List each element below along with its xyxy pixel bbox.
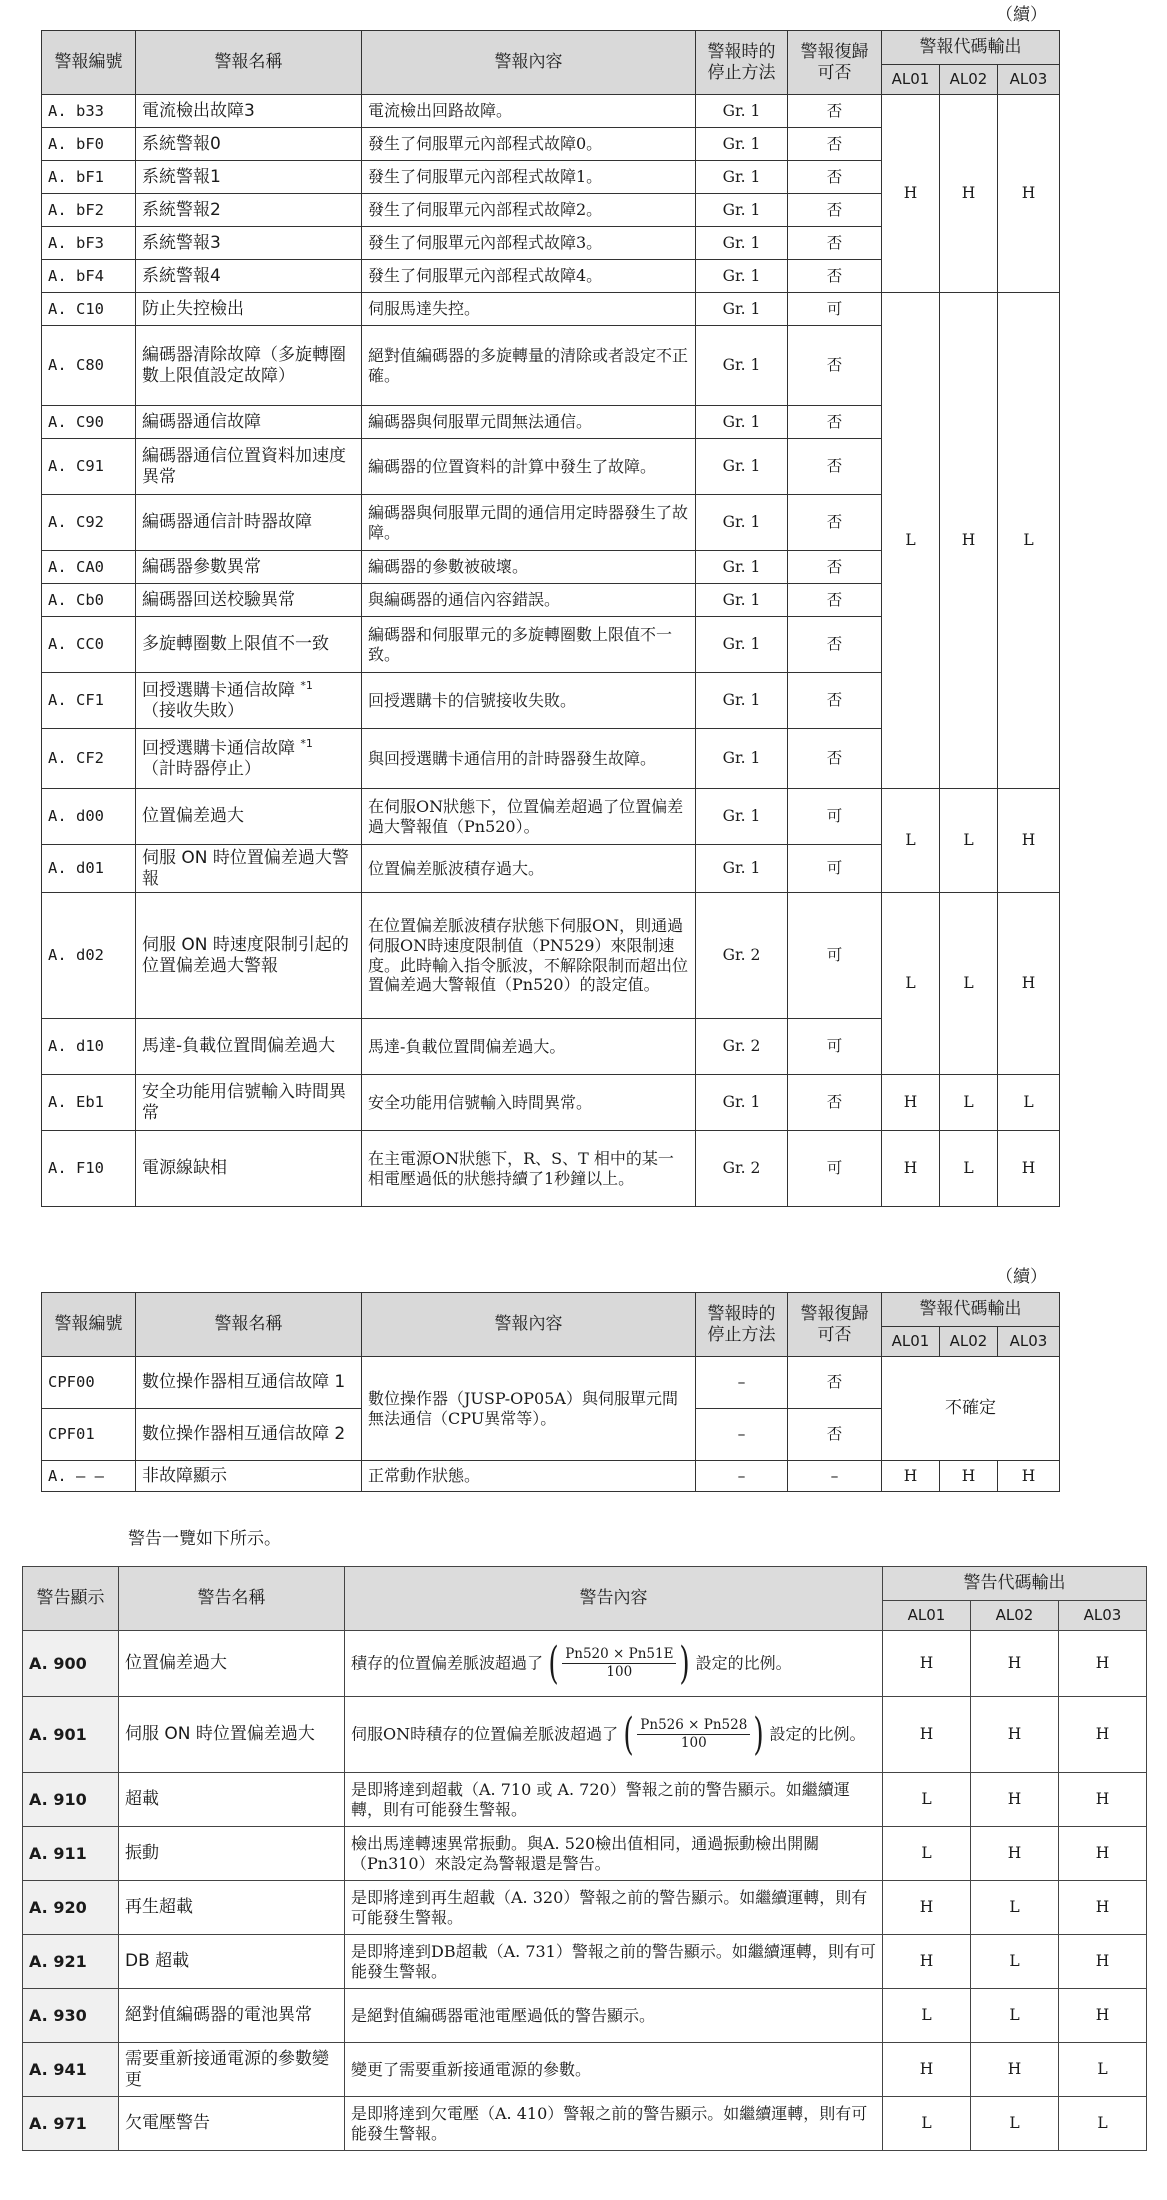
reset-allowed: 否	[788, 495, 882, 551]
alarm-code: A. Eb1	[42, 1075, 136, 1131]
stop-method: Gr. 1	[696, 95, 788, 128]
al02-output: L	[971, 2097, 1059, 2151]
alarm-code: A. C90	[42, 406, 136, 439]
header-reset: 警報復歸可否	[788, 1293, 882, 1357]
al02-output: L	[940, 1075, 998, 1131]
al02-output: L	[940, 789, 998, 893]
table-row	[23, 1631, 1147, 1697]
alarm-content: 編碼器與伺服單元間的通信用定時器發生了故障。	[362, 495, 696, 551]
alarm-name: 伺服 ON 時位置偏差過大警報	[136, 845, 362, 893]
header-alarm-code: 警報編號	[42, 1293, 136, 1357]
alarm-content: 發生了伺服單元內部程式故障2。	[362, 194, 696, 227]
stop-method: Gr. 1	[696, 495, 788, 551]
alarm-name-main: 回授選購卡通信故障	[142, 680, 295, 701]
warning-code: A. 921	[23, 1935, 119, 1989]
al03-output: L	[998, 1075, 1060, 1131]
al01-output: L	[882, 893, 940, 1075]
warning-code: A. 920	[23, 1881, 119, 1935]
alarm-name: 編碼器通信故障	[136, 406, 362, 439]
alarm-name: 編碼器回送校驗異常	[136, 584, 362, 617]
warning-content: 是即將達到超載（A. 710 或 A. 720）警報之前的警告顯示。如繼續運轉，則有可能發生警報。	[345, 1773, 883, 1827]
alarm-code: A. d00	[42, 789, 136, 845]
alarm-name: 非故障顯示	[136, 1461, 362, 1492]
alarm-name: 馬達-負載位置間偏差過大	[136, 1019, 362, 1075]
header-alarm-content: 警報內容	[362, 31, 696, 95]
alarm-content: 發生了伺服單元內部程式故障0。	[362, 128, 696, 161]
formula-denominator: 100	[680, 1735, 707, 1751]
alarm-code: A. CC0	[42, 617, 136, 673]
alarm-name: 編碼器參數異常	[136, 551, 362, 584]
alarm-name: 伺服 ON 時速度限制引起的位置偏差過大警報	[136, 893, 362, 1019]
table-row	[23, 1827, 1147, 1881]
reset-allowed: 否	[788, 194, 882, 227]
table-row	[42, 1357, 1060, 1409]
stop-method: Gr. 1	[696, 128, 788, 161]
stop-method: Gr. 2	[696, 1131, 788, 1207]
warning-code: A. 901	[23, 1697, 119, 1773]
al02-output: H	[971, 1827, 1059, 1881]
al02-output: H	[971, 1773, 1059, 1827]
alarm-name-sub: （接收失敗）	[142, 701, 244, 722]
warning-code: A. 900	[23, 1631, 119, 1697]
alarm-content: 位置偏差脈波積存過大。	[362, 845, 696, 893]
reset-allowed: 可	[788, 845, 882, 893]
header-al02: AL02	[940, 65, 998, 95]
content-suffix: 設定的比例。	[769, 1724, 866, 1743]
alarm-content: 與回授選購卡通信用的計時器發生故障。	[362, 729, 696, 789]
alarm-content: 編碼器和伺服單元的多旋轉圈數上限值不一致。	[362, 617, 696, 673]
ratio-formula	[545, 1637, 694, 1689]
alarm-code: A. bF4	[42, 260, 136, 293]
alarm-name: 編碼器通信計時器故障	[136, 495, 362, 551]
al01-output: L	[883, 1989, 971, 2043]
warning-name: 位置偏差過大	[119, 1631, 345, 1697]
header-alarm-content: 警報內容	[362, 1293, 696, 1357]
left-paren: (	[623, 1708, 634, 1760]
alarm-content: 回授選購卡的信號接收失敗。	[362, 673, 696, 729]
warning-content	[345, 1631, 883, 1697]
al02-output: L	[971, 1989, 1059, 2043]
al03-output: H	[998, 893, 1060, 1075]
alarm-name: 系統警報4	[136, 260, 362, 293]
al02-output: H	[940, 293, 998, 789]
al02-output: H	[940, 1461, 998, 1492]
header-alarm-code: 警報編號	[42, 31, 136, 95]
al02-output: H	[940, 95, 998, 293]
alarm-name: 系統警報0	[136, 128, 362, 161]
reset-allowed: 否	[788, 1075, 882, 1131]
content-suffix: 設定的比例。	[695, 1653, 792, 1672]
header-al01: AL01	[883, 1601, 971, 1631]
header-stop-method: 警報時的停止方法	[696, 1293, 788, 1357]
table-row	[42, 1075, 1060, 1131]
alarm-content: 編碼器的位置資料的計算中發生了故障。	[362, 439, 696, 495]
warning-code: A. 941	[23, 2043, 119, 2097]
ratio-formula	[620, 1708, 767, 1760]
header-warning-output: 警告代碼輸出	[883, 1567, 1147, 1601]
al02-output: L	[971, 1935, 1059, 1989]
al02-output: H	[971, 1697, 1059, 1773]
warning-intro: 警告一覽如下所示。	[128, 1529, 281, 1549]
reset-allowed: 否	[788, 729, 882, 789]
alarm-content: 伺服馬達失控。	[362, 293, 696, 326]
alarm-content: 正常動作狀態。	[362, 1461, 696, 1492]
alarm-code: A. bF1	[42, 161, 136, 194]
header-warning-name: 警告名稱	[119, 1567, 345, 1631]
header-al02: AL02	[971, 1601, 1059, 1631]
al01-output: L	[883, 2097, 971, 2151]
al01-output: H	[883, 1631, 971, 1697]
al01-output: H	[882, 1461, 940, 1492]
alarm-content: 編碼器與伺服單元間無法通信。	[362, 406, 696, 439]
warning-name: 需要重新接通電源的參數變更	[119, 2043, 345, 2097]
reset-allowed: 否	[788, 128, 882, 161]
warning-content: 檢出馬達轉速異常振動。與A. 520檢出值相同，通過振動檢出開關（Pn310）來設定為警報還是警告。	[345, 1827, 883, 1881]
al02-output: H	[971, 2043, 1059, 2097]
alarm-content: 發生了伺服單元內部程式故障1。	[362, 161, 696, 194]
alarm-code: A. F10	[42, 1131, 136, 1207]
al01-output: H	[882, 1075, 940, 1131]
al03-output: H	[1059, 1935, 1147, 1989]
reset-allowed: 否	[788, 617, 882, 673]
al03-output: L	[1059, 2043, 1147, 2097]
alarm-code: A. C92	[42, 495, 136, 551]
alarm-name: 編碼器通信位置資料加速度異常	[136, 439, 362, 495]
al03-output: H	[1059, 1989, 1147, 2043]
reset-allowed: 否	[788, 260, 882, 293]
table-row	[23, 1697, 1147, 1773]
stop-method: Gr. 2	[696, 893, 788, 1019]
al01-output: H	[883, 2043, 971, 2097]
reset-allowed: 否	[788, 227, 882, 260]
stop-method: Gr. 1	[696, 194, 788, 227]
warning-code: A. 971	[23, 2097, 119, 2151]
alarm-content: 電流檢出回路故障。	[362, 95, 696, 128]
alarm-code: A. CA0	[42, 551, 136, 584]
al03-output: H	[998, 95, 1060, 293]
stop-method: Gr. 1	[696, 551, 788, 584]
stop-method: Gr. 1	[696, 406, 788, 439]
alarm-name: 電流檢出故障3	[136, 95, 362, 128]
alarm-content: 安全功能用信號輸入時間異常。	[362, 1075, 696, 1131]
alarm-code: CPF01	[42, 1409, 136, 1461]
reset-allowed: 可	[788, 1019, 882, 1075]
stop-method: Gr. 2	[696, 1019, 788, 1075]
alarm-name: 數位操作器相互通信故障 2	[136, 1409, 362, 1461]
al01-output: L	[882, 789, 940, 893]
table-row	[23, 1935, 1147, 1989]
warning-content: 是即將達到再生超載（A. 320）警報之前的警告顯示。如繼續運轉，則有可能發生警報。	[345, 1881, 883, 1935]
alarm-name	[136, 729, 362, 789]
right-paren: )	[679, 1637, 691, 1689]
alarm-code: A. CF2	[42, 729, 136, 789]
alarm-code: CPF00	[42, 1357, 136, 1409]
warning-name: 絕對值編碼器的電池異常	[119, 1989, 345, 2043]
stop-method: Gr. 1	[696, 789, 788, 845]
reset-allowed: 否	[788, 1409, 882, 1461]
stop-method: Gr. 1	[696, 845, 788, 893]
alarm-table-1	[41, 30, 1060, 1207]
reset-allowed: 否	[788, 439, 882, 495]
stop-method: –	[696, 1357, 788, 1409]
alarm-code: A. bF3	[42, 227, 136, 260]
header-alarm-name: 警報名稱	[136, 31, 362, 95]
code-output-undetermined: 不確定	[882, 1357, 1060, 1461]
reset-allowed: 可	[788, 1131, 882, 1207]
al02-output: L	[971, 1881, 1059, 1935]
table-row	[23, 1881, 1147, 1935]
al02-output: H	[971, 1631, 1059, 1697]
stop-method: –	[696, 1409, 788, 1461]
formula-numerator: Pn526 × Pn528	[637, 1717, 750, 1735]
alarm-name: 電源線缺相	[136, 1131, 362, 1207]
table-row	[42, 1131, 1060, 1207]
footnote-mark: *1	[300, 736, 313, 750]
header-al01: AL01	[882, 1327, 940, 1357]
warning-name: 伺服 ON 時位置偏差過大	[119, 1697, 345, 1773]
alarm-name-main: 回授選購卡通信故障	[142, 738, 295, 759]
alarm-code: A. C80	[42, 326, 136, 406]
reset-allowed: 可	[788, 789, 882, 845]
warning-code: A. 930	[23, 1989, 119, 2043]
header-al01: AL01	[882, 65, 940, 95]
footnote-mark: *1	[300, 678, 313, 692]
alarm-name: 位置偏差過大	[136, 789, 362, 845]
reset-allowed: 可	[788, 893, 882, 1019]
header-alarm-name: 警報名稱	[136, 1293, 362, 1357]
alarm-code: A. d10	[42, 1019, 136, 1075]
al03-output: H	[998, 1131, 1060, 1207]
warning-name: DB 超載	[119, 1935, 345, 1989]
alarm-content: 編碼器的參數被破壞。	[362, 551, 696, 584]
continued-label-1: （續）	[996, 5, 1047, 25]
alarm-content: 發生了伺服單元內部程式故障3。	[362, 227, 696, 260]
warning-content: 是即將達到DB超載（A. 731）警報之前的警告顯示。如繼續運轉，則有可能發生警報。	[345, 1935, 883, 1989]
header-reset: 警報復歸可否	[788, 31, 882, 95]
stop-method: Gr. 1	[696, 227, 788, 260]
al01-output: H	[883, 1935, 971, 1989]
al02-output: L	[940, 893, 998, 1075]
alarm-code: A. Cb0	[42, 584, 136, 617]
warning-code: A. 911	[23, 1827, 119, 1881]
header-warning-code: 警告顯示	[23, 1567, 119, 1631]
content-prefix: 伺服ON時積存的位置偏差脈波超過了	[351, 1724, 619, 1743]
stop-method: Gr. 1	[696, 617, 788, 673]
table-row	[23, 1773, 1147, 1827]
table-row	[42, 1461, 1060, 1492]
stop-method: –	[696, 1461, 788, 1492]
warning-name: 振動	[119, 1827, 345, 1881]
al03-output: L	[1059, 2097, 1147, 2151]
alarm-content: 發生了伺服單元內部程式故障4。	[362, 260, 696, 293]
alarm-name: 系統警報2	[136, 194, 362, 227]
alarm-name: 數位操作器相互通信故障 1	[136, 1357, 362, 1409]
reset-allowed: 否	[788, 161, 882, 194]
alarm-code: A. – –	[42, 1461, 136, 1492]
alarm-code: A. CF1	[42, 673, 136, 729]
alarm-content: 與編碼器的通信內容錯誤。	[362, 584, 696, 617]
reset-allowed: 否	[788, 673, 882, 729]
table-row	[23, 1989, 1147, 2043]
al03-output: H	[998, 789, 1060, 893]
reset-allowed: 否	[788, 551, 882, 584]
alarm-name: 系統警報1	[136, 161, 362, 194]
alarm-code: A. d01	[42, 845, 136, 893]
reset-allowed: 否	[788, 1357, 882, 1409]
table-row	[42, 95, 1060, 128]
al01-output: H	[883, 1697, 971, 1773]
alarm-name-sub: （計時器停止）	[142, 759, 261, 780]
warning-content	[345, 1697, 883, 1773]
stop-method: Gr. 1	[696, 729, 788, 789]
header-warning-content: 警告內容	[345, 1567, 883, 1631]
alarm-code: A. d02	[42, 893, 136, 1019]
warning-content: 是絕對值編碼器電池電壓過低的警告顯示。	[345, 1989, 883, 2043]
reset-allowed: 可	[788, 293, 882, 326]
al01-output: L	[882, 293, 940, 789]
header-code-output: 警報代碼輸出	[882, 1293, 1060, 1327]
alarm-table-2	[41, 1292, 1060, 1492]
alarm-name	[136, 673, 362, 729]
stop-method: Gr. 1	[696, 326, 788, 406]
alarm-name: 多旋轉圈數上限值不一致	[136, 617, 362, 673]
al03-output: L	[998, 293, 1060, 789]
alarm-content: 在伺服ON狀態下，位置偏差超過了位置偏差過大警報值（Pn520）。	[362, 789, 696, 845]
header-code-output: 警報代碼輸出	[882, 31, 1060, 65]
alarm-code: A. bF0	[42, 128, 136, 161]
left-paren: (	[548, 1637, 559, 1689]
stop-method: Gr. 1	[696, 439, 788, 495]
table-row	[42, 893, 1060, 1019]
al01-output: H	[882, 1131, 940, 1207]
right-paren: )	[753, 1708, 765, 1760]
al02-output: L	[940, 1131, 998, 1207]
alarm-code: A. b33	[42, 95, 136, 128]
header-al03: AL03	[998, 65, 1060, 95]
al03-output: H	[1059, 1697, 1147, 1773]
table-row	[42, 789, 1060, 845]
alarm-content: 在位置偏差脈波積存狀態下伺服ON，則通過伺服ON時速度限制值（PN529）來限制速度。此時輸入指令脈波，不解除限制而超出位置偏差過大警報值（Pn520）的設定值。	[362, 893, 696, 1019]
content-prefix: 積存的位置偏差脈波超過了	[351, 1653, 544, 1672]
header-al03: AL03	[1059, 1601, 1147, 1631]
formula-numerator: Pn520 × Pn51E	[562, 1646, 676, 1664]
stop-method: Gr. 1	[696, 584, 788, 617]
al03-output: H	[1059, 1827, 1147, 1881]
alarm-content: 絕對值編碼器的多旋轉量的清除或者設定不正確。	[362, 326, 696, 406]
stop-method: Gr. 1	[696, 673, 788, 729]
reset-allowed: 否	[788, 584, 882, 617]
table-row	[42, 293, 1060, 326]
header-al03: AL03	[998, 1327, 1060, 1357]
alarm-content: 數位操作器（JUSP-OP05A）與伺服單元間無法通信（CPU異常等）。	[362, 1357, 696, 1461]
al01-output: L	[883, 1773, 971, 1827]
stop-method: Gr. 1	[696, 293, 788, 326]
al01-output: L	[883, 1827, 971, 1881]
reset-allowed: 否	[788, 95, 882, 128]
stop-method: Gr. 1	[696, 1075, 788, 1131]
table-row	[23, 2043, 1147, 2097]
warning-table	[22, 1566, 1147, 2151]
alarm-name: 安全功能用信號輸入時間異常	[136, 1075, 362, 1131]
table-row	[23, 2097, 1147, 2151]
alarm-code: A. C10	[42, 293, 136, 326]
warning-name: 超載	[119, 1773, 345, 1827]
alarm-code: A. bF2	[42, 194, 136, 227]
alarm-content: 在主電源ON狀態下，R、S、T 相中的某一相電壓過低的狀態持續了1秒鐘以上。	[362, 1131, 696, 1207]
al01-output: H	[882, 95, 940, 293]
formula-denominator: 100	[606, 1664, 633, 1680]
warning-content: 變更了需要重新接通電源的參數。	[345, 2043, 883, 2097]
header-stop-method: 警報時的停止方法	[696, 31, 788, 95]
al03-output: H	[998, 1461, 1060, 1492]
warning-name: 欠電壓警告	[119, 2097, 345, 2151]
warning-content: 是即將達到欠電壓（A. 410）警報之前的警告顯示。如繼續運轉，則有可能發生警報。	[345, 2097, 883, 2151]
reset-allowed: 否	[788, 326, 882, 406]
reset-allowed: –	[788, 1461, 882, 1492]
warning-name: 再生超載	[119, 1881, 345, 1935]
alarm-code: A. C91	[42, 439, 136, 495]
reset-allowed: 否	[788, 406, 882, 439]
header-al02: AL02	[940, 1327, 998, 1357]
stop-method: Gr. 1	[696, 161, 788, 194]
stop-method: Gr. 1	[696, 260, 788, 293]
warning-code: A. 910	[23, 1773, 119, 1827]
al03-output: H	[1059, 1773, 1147, 1827]
al01-output: H	[883, 1881, 971, 1935]
al03-output: H	[1059, 1881, 1147, 1935]
alarm-content: 馬達-負載位置間偏差過大。	[362, 1019, 696, 1075]
alarm-name: 防止失控檢出	[136, 293, 362, 326]
alarm-name: 系統警報3	[136, 227, 362, 260]
continued-label-2: （續）	[996, 1267, 1047, 1287]
al03-output: H	[1059, 1631, 1147, 1697]
alarm-name: 編碼器清除故障（多旋轉圈數上限值設定故障）	[136, 326, 362, 406]
